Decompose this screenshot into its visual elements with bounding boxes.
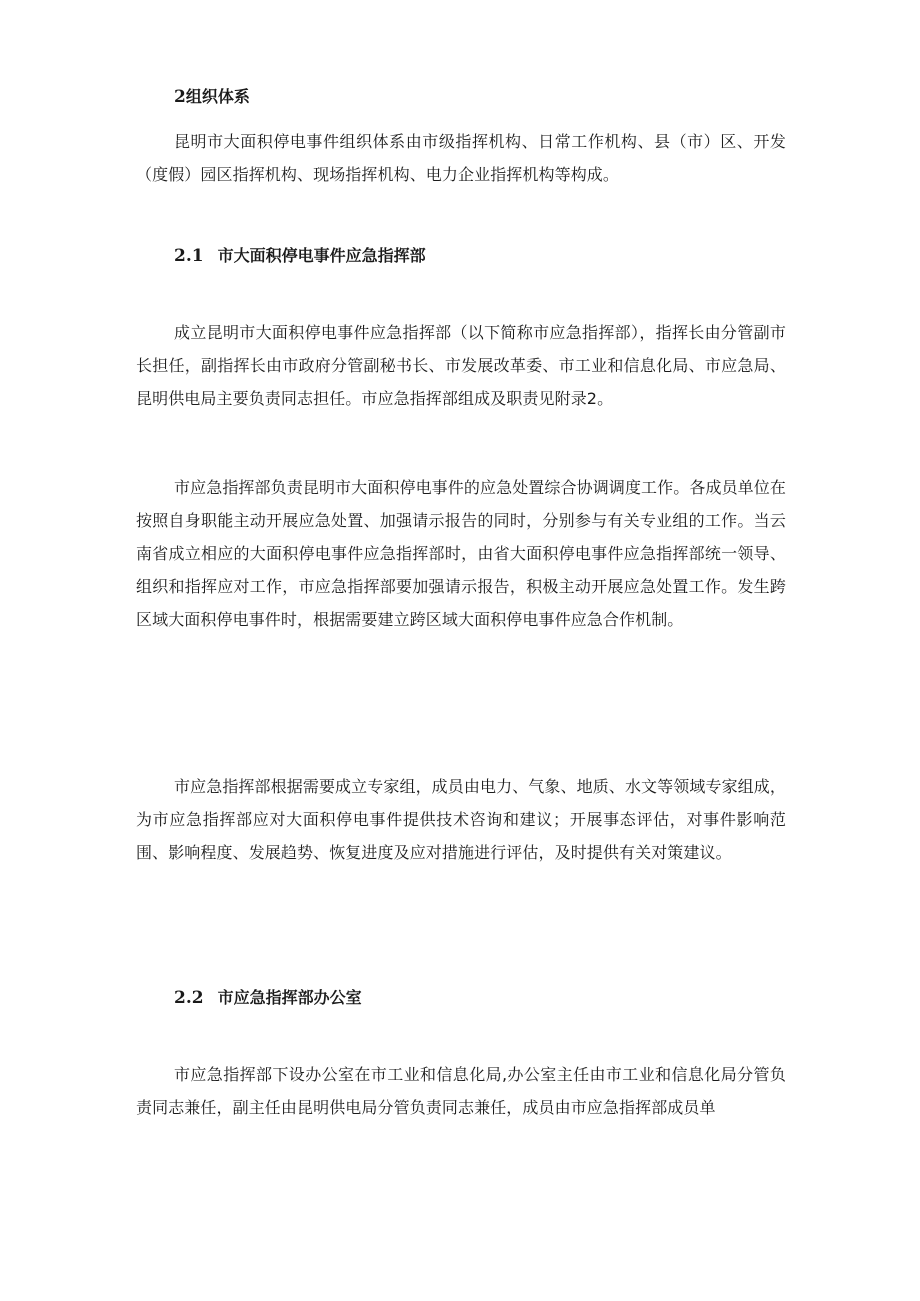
section-2-heading: [174, 87, 250, 107]
section-2-2-heading: [174, 988, 362, 1008]
section-2-1-paragraph-3: 市应急指挥部根据需要成立专家组，成员由电力、气象、地质、水文等领域专家组成，为市应急指挥部应对大面积停电事件提供技术咨询和建议；开展事态评估，对事件影响范围、影响程度、发展趋势、恢复进度及应对措施进行评估，及时提供有关对策建议。: [136, 777, 786, 862]
section-2-2-paragraph: 市应急指挥部下设办公室在市工业和信息化局,办公室主任由市工业和信息化局分管负责同志兼任，副主任由昆明供电局分管负责同志兼任，成员由市应急指挥部成员单: [136, 1065, 786, 1117]
section-2-1-title: 市大面积停电事件应急指挥部: [217, 246, 426, 265]
section-2-2-title: 市应急指挥部办公室: [217, 988, 362, 1007]
section-2-1-number: 2.1: [174, 246, 204, 266]
section-2-1-paragraph-2: 市应急指挥部负责昆明市大面积停电事件的应急处置综合协调调度工作。各成员单位在按照自身职能主动开展应急处置、加强请示报告的同时，分别参与有关专业组的工作。当云南省成立相应的大面积停电事件应急指挥部时，由省大面积停电事件应急指挥部统一领导、组织和指挥应对工作，市应急指挥部要加强请示报告，积极主动开展应急处置工作。发生跨区域大面积停电事件时，根据需要建立跨区域大面积停电事件应急合作机制。: [136, 478, 786, 629]
section-2-1-paragraph-1: 成立昆明市大面积停电事件应急指挥部（以下简称市应急指挥部），指挥长由分管副市长担任，副指挥长由市政府分管副秘书长、市发展改革委、市工业和信息化局、市应急局、昆明供电局主要负责同志担任。市应急指挥部组成及职责见附录2。: [136, 323, 786, 408]
section-2-paragraph: 昆明市大面积停电事件组织体系由市级指挥机构、日常工作机构、县（市）区、开发（度假）园区指挥机构、现场指挥机构、电力企业指挥机构等构成。: [136, 132, 786, 184]
section-2-2-number: 2.2: [174, 988, 204, 1008]
section-2-1-heading: [174, 246, 426, 266]
section-2-title: 组织体系: [185, 87, 250, 106]
section-2-number: 2: [174, 87, 186, 107]
